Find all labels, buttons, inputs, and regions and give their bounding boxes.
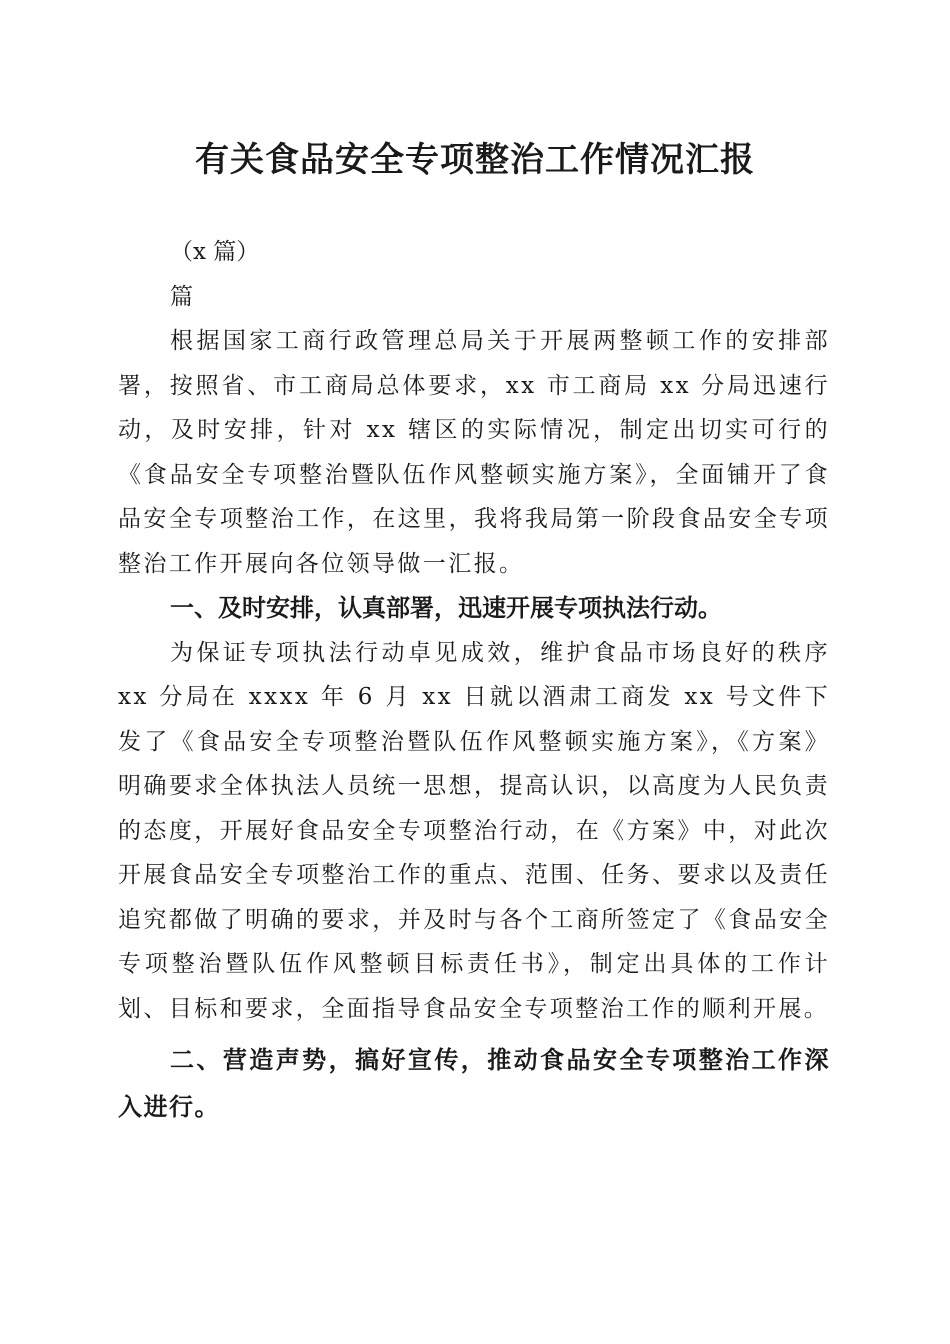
section-label: 篇: [170, 283, 193, 310]
document-body: [118, 230, 830, 1131]
section-heading-1: 一、及时安排，认真部署，迅速开展专项执法行动。: [170, 594, 722, 622]
body-paragraph-1: 为保证专项执法行动卓见成效，维护食品市场良好的秩序 xx 分局在 xxxx 年 6 月 xx 日就以酒肃工商发 xx 号文件下发了《食品安全专项整治暨队伍作风整顿实施方案》，《方案》明确要求全体执法人员统一思想，提高认识，以高度为人民负责的态度，开展好食品安全专项整治行动，在《方案》中，对此次开展食品安全专项整治工作的重点、范围、任务、要求以及责任追究都做了明确的要求，并及时与各个工商所签定了《食品安全专项整治暨队伍作风整顿目标责任书》，制定出具体的工作计划、目标和要求，全面指导食品安全专项整治工作的顺利开展。: [118, 639, 830, 1022]
document-title: 有关食品安全专项整治工作情况汇报: [195, 140, 755, 180]
intro-paragraph: 根据国家工商行政管理总局关于开展两整顿工作的安排部署，按照省、市工商局总体要求，xx 市工商局 xx 分局迅速行动，及时安排，针对 xx 辖区的实际情况，制定出切实可行的《食品安全专项整治暨队伍作风整顿实施方案》，全面铺开了食品安全专项整治工作，在这里，我将我局第一阶段食品安全专项整治工作开展向各位领导做一汇报。: [118, 328, 830, 577]
section-heading-2: 二、营造声势，搞好宣传，推动食品安全专项整治工作深入进行。: [118, 1046, 830, 1121]
count-note: （x 篇）: [170, 239, 260, 265]
